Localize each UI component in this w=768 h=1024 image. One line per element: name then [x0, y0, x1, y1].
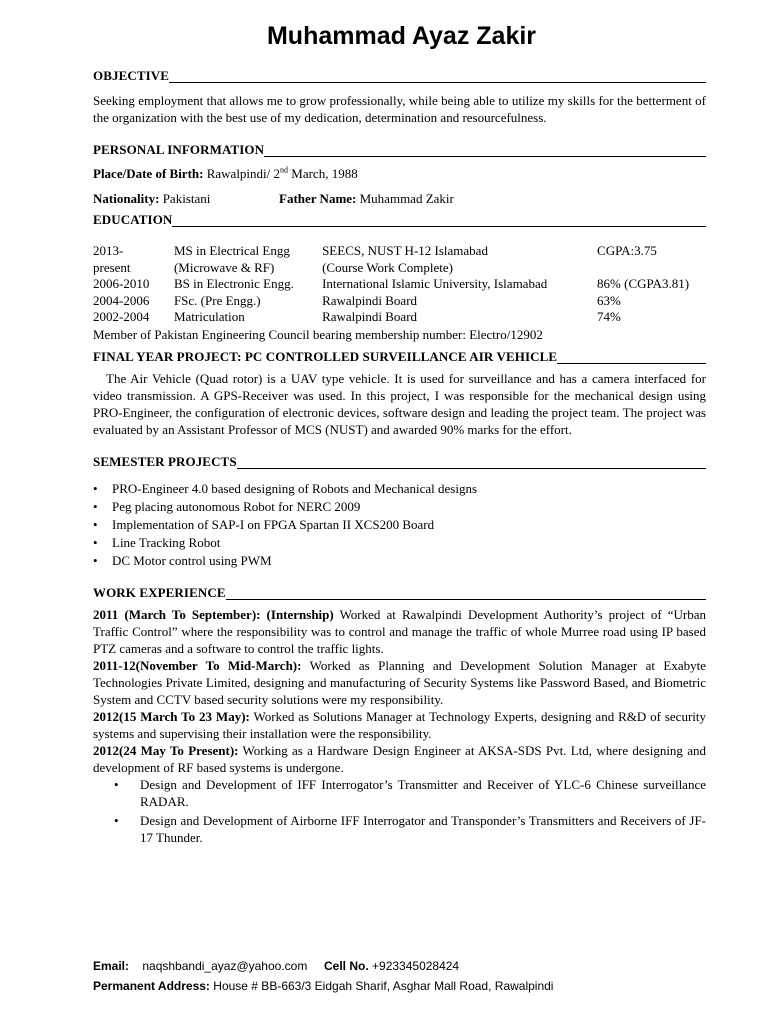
education-institute: International Islamic University, Islamabad: [322, 276, 548, 291]
father-label: Father Name:: [279, 191, 357, 206]
fyp-text: The Air Vehicle (Quad rotor) is a UAV type vehicle. It is used for surveillance and has a camera interfaced for video transmission. A GPS-Receiver was used. In this project, I was responsible for the mechanical design using PRO-Engineer, the configuration of electronic devices, software design and leading the project team. The project was evaluated by an Assistant Professor of MCS (NUST) and awarded 90% marks for the effort.: [93, 370, 706, 437]
fyp-heading: FINAL YEAR PROJECT: PC CONTROLLED SURVEILLANCE AIR VEHICLE: [93, 349, 706, 364]
work-entry-text: Worked as Solutions Manager at Technology Experts, designing and R&D of security systems and supervising their installation were the responsibility.: [93, 708, 707, 741]
education-years: 2013- present: [93, 243, 131, 275]
education-grade: 86% (CGPA3.81): [597, 276, 690, 291]
education-degree: MS in Electrical Engg (Microwave & RF): [173, 243, 290, 275]
work-entry-period: 2011-12(November To Mid-March):: [93, 657, 302, 673]
education-years: 2006-2010: [93, 276, 150, 291]
education-degree: FSc. (Pre Engg.): [173, 292, 261, 308]
education-institute: SEECS, NUST H-12 Islamabad (Course Work Complete): [322, 243, 488, 275]
education-years: 2002-2004: [93, 309, 150, 324]
work-entries: [93, 606, 706, 776]
work-entry: [93, 657, 706, 708]
semester-list: [93, 480, 706, 570]
work-entry: [93, 606, 706, 657]
contact-footer: [93, 956, 553, 996]
semester-heading: SEMESTER PROJECTS: [93, 454, 706, 469]
education-row: [93, 309, 706, 326]
work-entry: [93, 742, 706, 776]
work-heading: WORK EXPERIENCE: [93, 585, 706, 600]
semester-project-item: • DC Motor control using PWM: [93, 552, 706, 570]
work-entry-text: Working as a Hardware Design Engineer at AKSA-SDS Pvt. Ltd, where designing and development of RF based systems is undergone.: [93, 742, 706, 775]
semester-project-item: • PRO-Engineer 4.0 based designing of Robots and Mechanical designs: [93, 480, 706, 498]
address-value: House # BB-663/3 Eidgah Sharif, Asghar Mall Road, Rawalpindi: [213, 979, 554, 993]
education-table: [93, 243, 706, 326]
work-entry-period: 2011 (March To September): (Internship): [93, 606, 334, 622]
nationality-value: Pakistani: [162, 191, 211, 206]
education-degree: Matriculation: [173, 309, 245, 324]
education-years: 2004-2006: [93, 292, 150, 308]
work-entry-text: Worked at Rawalpindi Development Authority’s project of “Urban Traffic Control” where the responsibility was to control and manage the traffic of whole Murree road using IP based PTZ cameras and a software to control the traffic lights.: [93, 606, 706, 656]
work-bullets: [93, 776, 706, 846]
nationality-row: [93, 190, 706, 207]
address-label: Permanent Address:: [93, 979, 210, 993]
objective-text: Seeking employment that allows me to grow professionally, while being able to utilize my skills for the betterment of the organization with the best use of my dedication, determination and resourcefulness.: [93, 93, 706, 125]
semester-project-item: • Line Tracking Robot: [93, 534, 706, 552]
semester-project-item: • Peg placing autonomous Robot for NERC 2009: [93, 498, 706, 516]
education-institute: Rawalpindi Board: [322, 309, 418, 324]
work-bullet-item: • Design and Development of IFF Interrogator’s Transmitter and Receiver of YLC-6 Chinese surveillance RADAR.: [93, 776, 706, 810]
education-heading: EDUCATION: [93, 212, 706, 227]
work-entry: [93, 708, 706, 742]
education-grade: CGPA:3.75: [597, 243, 657, 258]
address-line: [93, 976, 553, 996]
semester-project-item: • Implementation of SAP-I on FPGA Spartan II XCS200 Board: [93, 516, 706, 534]
objective-heading: OBJECTIVE: [93, 68, 706, 83]
education-grade: 74%: [597, 309, 621, 324]
personal-heading: PERSONAL INFORMATION: [93, 142, 706, 157]
email-value: naqshbandi_ayaz@yahoo.com: [142, 959, 308, 973]
father-value: Muhammad Zakir: [359, 191, 454, 206]
education-row: [93, 276, 706, 293]
education-institute: Rawalpindi Board: [322, 292, 418, 308]
membership-text: Member of Pakistan Engineering Council bearing membership number: Electro/12902: [93, 326, 543, 342]
birth-value: Rawalpindi/ 2nd March, 1988: [206, 165, 358, 181]
work-bullet-item: • Design and Development of Airborne IFF Interrogator and Transponder’s Transmitters and Receivers of JF-17 Thunder.: [93, 812, 706, 846]
nationality-label: Nationality:: [93, 191, 160, 206]
cell-value: +923345028424: [372, 959, 460, 973]
birth-row: [93, 165, 706, 182]
education-row: [93, 293, 706, 310]
email-label: Email:: [93, 959, 130, 973]
resume-page: [93, 0, 706, 848]
birth-label: Place/Date of Birth:: [93, 166, 204, 181]
contact-line: [93, 956, 553, 976]
education-degree: BS in Electronic Engg.: [173, 276, 294, 291]
work-entry-period: 2012(24 May To Present):: [93, 742, 239, 758]
candidate-name: Muhammad Ayaz Zakir: [266, 22, 537, 50]
work-entry-text: Worked as Planning and Development Solution Manager at Exabyte Technologies Private Limited, designing and manufacturing of Security Systems like Password Based, and Biometric System and CCTV based security solutions were my responsibility.: [93, 657, 706, 707]
education-row: [93, 243, 706, 276]
cell-label: Cell No.: [324, 959, 369, 973]
education-grade: 63%: [597, 292, 621, 308]
work-entry-period: 2012(15 March To 23 May):: [93, 708, 250, 724]
